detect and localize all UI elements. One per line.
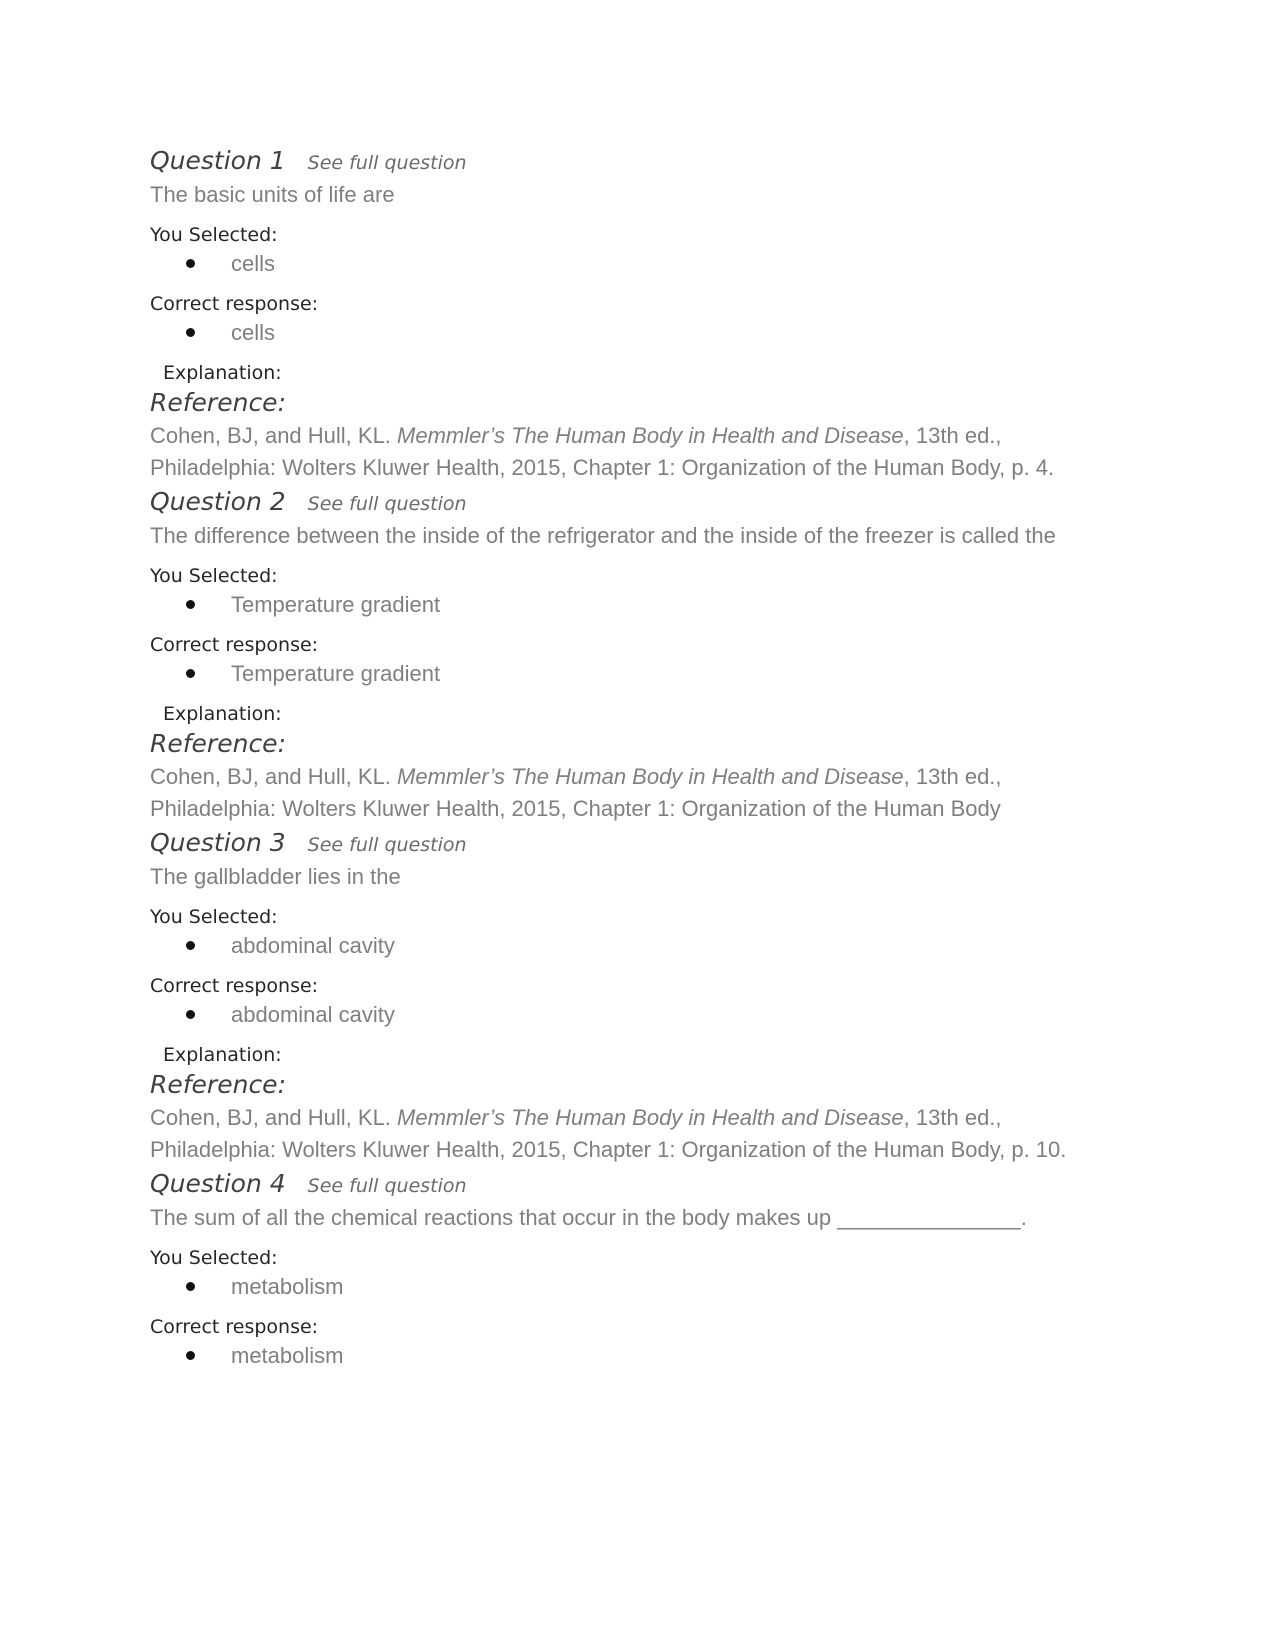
bullet-icon <box>186 941 195 950</box>
question-block-3 <box>150 825 1150 1166</box>
you-selected-label: You Selected: <box>150 224 278 246</box>
correct-answer <box>150 658 1150 690</box>
bullet-icon <box>186 600 195 609</box>
question-heading <box>150 143 1150 179</box>
correct-answer-text: abdominal cavity <box>231 1002 395 1027</box>
correct-response-label: Correct response: <box>150 634 319 656</box>
explanation-label: Explanation: <box>163 703 282 725</box>
reference-book-title: Memmler’s The Human Body in Health and Disease <box>397 423 904 448</box>
reference-text <box>150 761 1150 793</box>
selected-answer-text: cells <box>231 251 276 276</box>
question-title: Question 3 <box>150 828 286 857</box>
bullet-icon <box>186 259 195 268</box>
correct-response-label: Correct response: <box>150 975 319 997</box>
selected-answer <box>150 1271 1150 1303</box>
selected-answer-text: abdominal cavity <box>231 933 395 958</box>
quiz-results <box>150 143 1150 1372</box>
question-block-2 <box>150 484 1150 825</box>
bullet-icon <box>186 1351 195 1360</box>
explanation-label: Explanation: <box>163 1044 282 1066</box>
selected-answer-list <box>150 1271 1150 1303</box>
reference-authors: Cohen, BJ, and Hull, KL. <box>150 423 398 448</box>
selected-answer-text: metabolism <box>231 1274 344 1299</box>
reference-publisher: Philadelphia: Wolters Kluwer Health, 2015, Chapter 1: Organization of the Human Body, p. 4. <box>150 455 1055 480</box>
see-full-question-link[interactable]: See full question <box>307 1175 467 1197</box>
selected-answer-list <box>150 248 1150 280</box>
correct-answer-text: Temperature gradient <box>231 661 441 686</box>
correct-answer <box>150 317 1150 349</box>
question-heading <box>150 484 1150 520</box>
reference-edition: , 13th ed., <box>903 764 1002 789</box>
reference-heading: Reference: <box>150 1070 286 1099</box>
correct-answer-list <box>150 1340 1150 1372</box>
question-block-1 <box>150 143 1150 484</box>
selected-answer-list <box>150 589 1150 621</box>
reference-heading: Reference: <box>150 729 286 758</box>
question-text: The difference between the inside of the refrigerator and the inside of the freezer is called the <box>150 523 1056 548</box>
you-selected-label: You Selected: <box>150 565 278 587</box>
correct-answer <box>150 1340 1150 1372</box>
reference-publisher: Philadelphia: Wolters Kluwer Health, 2015, Chapter 1: Organization of the Human Body, p. 10. <box>150 1137 1067 1162</box>
correct-answer <box>150 999 1150 1031</box>
see-full-question-link[interactable]: See full question <box>307 834 467 856</box>
question-text: The sum of all the chemical reactions that occur in the body makes up _______________. <box>150 1205 1027 1230</box>
reference-publisher: Philadelphia: Wolters Kluwer Health, 2015, Chapter 1: Organization of the Human Body <box>150 796 1001 821</box>
reference-book-title: Memmler’s The Human Body in Health and Disease <box>397 1105 904 1130</box>
reference-authors: Cohen, BJ, and Hull, KL. <box>150 764 398 789</box>
correct-answer-list <box>150 999 1150 1031</box>
question-title: Question 4 <box>150 1169 286 1198</box>
bullet-icon <box>186 1282 195 1291</box>
you-selected-label: You Selected: <box>150 1247 278 1269</box>
correct-answer-text: cells <box>231 320 276 345</box>
question-title: Question 1 <box>150 146 286 175</box>
bullet-icon <box>186 328 195 337</box>
question-block-4 <box>150 1166 1150 1372</box>
selected-answer-list <box>150 930 1150 962</box>
reference-text <box>150 420 1150 452</box>
you-selected-label: You Selected: <box>150 906 278 928</box>
reference-text <box>150 1102 1150 1134</box>
reference-authors: Cohen, BJ, and Hull, KL. <box>150 1105 398 1130</box>
question-text: The basic units of life are <box>150 182 395 207</box>
selected-answer <box>150 248 1150 280</box>
selected-answer-text: Temperature gradient <box>231 592 441 617</box>
question-text: The gallbladder lies in the <box>150 864 401 889</box>
question-title: Question 2 <box>150 487 286 516</box>
reference-heading: Reference: <box>150 388 286 417</box>
correct-response-label: Correct response: <box>150 1316 319 1338</box>
see-full-question-link[interactable]: See full question <box>307 152 467 174</box>
correct-answer-text: metabolism <box>231 1343 344 1368</box>
selected-answer <box>150 589 1150 621</box>
reference-book-title: Memmler’s The Human Body in Health and Disease <box>397 764 904 789</box>
correct-answer-list <box>150 317 1150 349</box>
question-heading <box>150 825 1150 861</box>
reference-edition: , 13th ed., <box>903 1105 1002 1130</box>
explanation-label: Explanation: <box>163 362 282 384</box>
selected-answer <box>150 930 1150 962</box>
bullet-icon <box>186 669 195 678</box>
reference-edition: , 13th ed., <box>903 423 1002 448</box>
bullet-icon <box>186 1010 195 1019</box>
correct-response-label: Correct response: <box>150 293 319 315</box>
question-heading <box>150 1166 1150 1202</box>
correct-answer-list <box>150 658 1150 690</box>
see-full-question-link[interactable]: See full question <box>307 493 467 515</box>
